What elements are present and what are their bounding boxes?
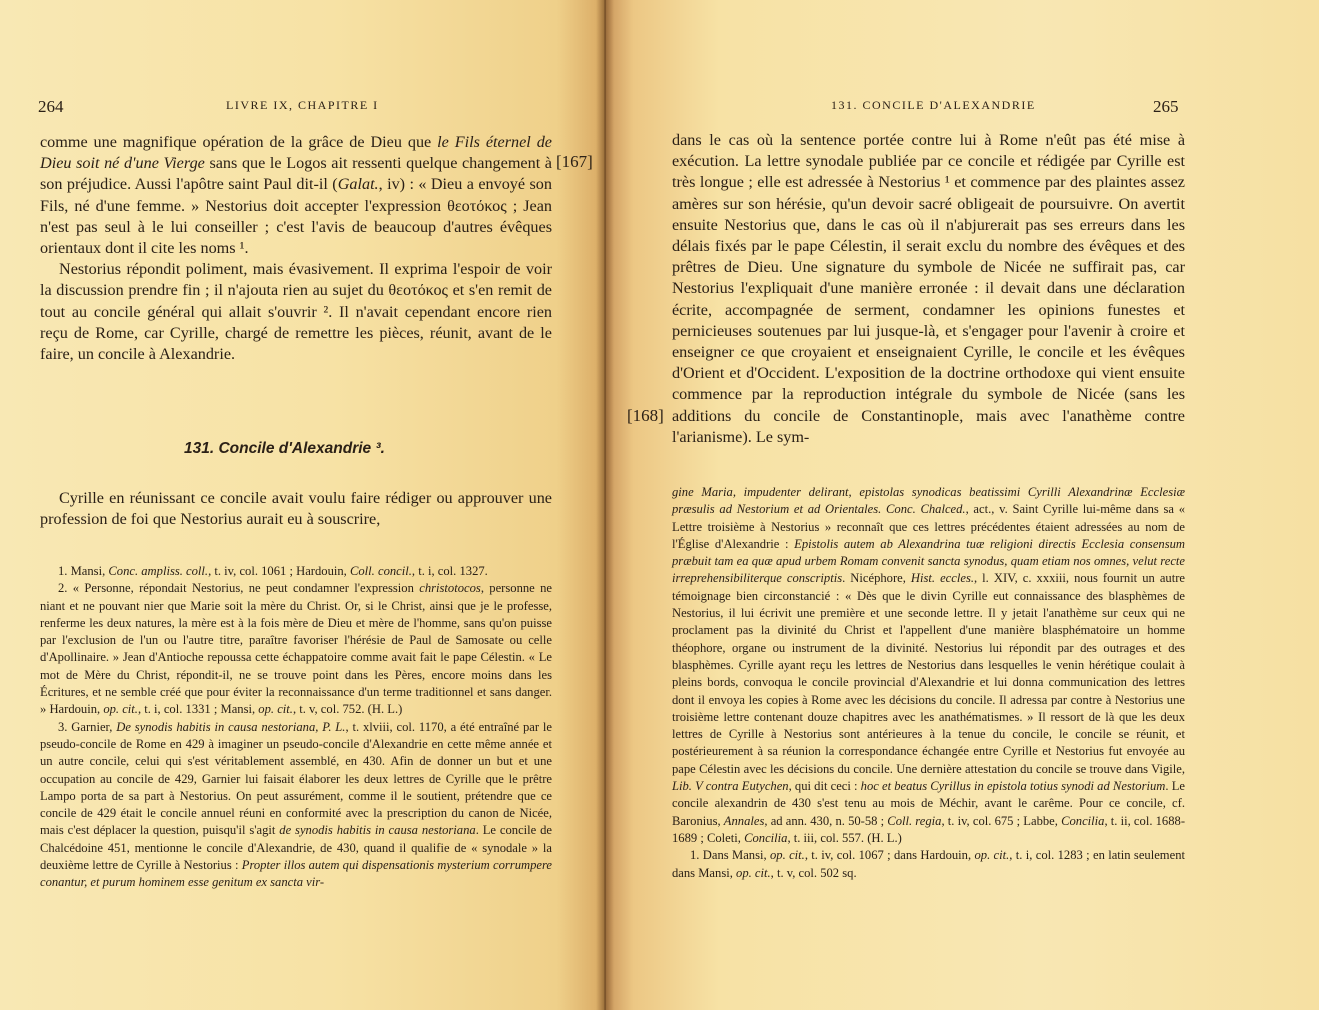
footnote: 2. « Personne, répondait Nestorius, ne peut condamner l'expression christotocos, personne ne niant et ne pouvant nier que Marie soit la mère du Christ. Or, si le Christ, ainsi que je le professe, renferme les deux natures, la mère est à la fois mère de Dieu et mère de l'homme, sans qu'on puisse par l'exclusion de l'un ou l'autre titre, paraître favoriser l'hérésie de Paul de Samosate ou celle d'Apollinaire. » Jean d'Antioche repoussa cette échappatoire comme avait fait le pape Célestin. « Le mot de Mère du Christ, répondit-il, ne se trouve point dans les Pères, encore moins dans les Écritures, et ne semble créé que pour éviter la reconnaissance d'un terme traditionnel et sans danger. » Hardouin, op. cit., t. i, col. 1331 ; Mansi, op. cit., t. v, col. 752. (H. L.): [40, 581, 552, 717]
italic-text: Coll. regia: [887, 813, 942, 828]
italic-text: Coll. concil.: [349, 564, 412, 578]
italic-text: Lib. V contra Eutychen: [672, 779, 789, 794]
italic-text: Annales: [723, 813, 765, 828]
section-title: 131. Concile d'Alexandrie ³.: [184, 440, 385, 457]
italic-text: hoc et beatus Cyrillus in epistola totius synodi ad Nestorium: [860, 779, 1166, 794]
italic-text: op. cit.: [736, 865, 771, 880]
footnote: 1. Dans Mansi, op. cit., t. iv, col. 1067 ; dans Hardouin, op. cit., t. i, col. 1283 ; en latin seulement dans Mansi, op. cit., t. v, col. 502 sq.: [672, 848, 1185, 880]
page-number: 264: [38, 97, 64, 116]
running-header: 131. CONCILE D'ALEXANDRIE: [831, 98, 1036, 112]
book-gutter: [596, 0, 614, 1010]
margin-marker: [167]: [556, 152, 593, 171]
italic-text: gine Maria, impudenter delirant, epistolas synodicas beatissimi Cyrilli Alexandrinæ Ecclesiæ præsulis ad Nestorium et ad Orientales. Conc. Chalced.: [672, 485, 1185, 517]
running-header: LIVRE IX, CHAPITRE I: [226, 98, 379, 112]
paragraph: dans le cas où la sentence portée contre lui à Rome n'eût pas été mise à exécution. La lettre synodale publiée par ce concile et rédigée par Cyrille est très longue ; elle est adressée à Nestorius ¹ et commence par des plaintes assez amères sur son hérésie, qu'un devoir sacré obligeait de poursuivre. On avertit ensuite Nestorius que, dans le cas où il n'abjurerait pas ses erreurs dans les délais fixés par le pape Célestin, il serait exclu du nombre des évêques et des prêtres de Dieu. Une signature du symbole de Nicée ne suffirait pas, car Nestorius l'expliquait d'une manière erronée : il devait dans une déclaration écrite, accompagnée de serment, condamner les opinions funestes et pernicieuses soutenues par lui jusque-là, et s'engager pour l'avenir à croire et enseigner ce que croyaient et enseignaient Cyrille, le concile et les évêques d'Orient et d'Occident. L'exposition de la doctrine orthodoxe qui vient ensuite commence par la reproduction intégrale du symbole de Nicée (sans les additions du concile de Constantinople, mais avec l'anathème contre l'arianisme). Le sym-: [672, 131, 1185, 446]
italic-text: Epistolis autem ab Alexandrina tuæ religioni directis Ecclesia consensum præbuit tam ea quæ apud urbem Romam convenit sancta synodus, quam etiam nos omnes, velut recte irreprehensibiliterque conscriptis: [672, 536, 1186, 586]
paragraph: Cyrille en réunissant ce concile avait voulu faire rédiger ou approuver une profession de foi que Nestorius aurait eu à souscrire,: [40, 489, 552, 529]
italic-text: De synodis habitis in causa nestoriana, P. L.: [116, 719, 346, 734]
italic-text: op. cit.: [258, 702, 293, 717]
italic-text: op. cit.: [974, 848, 1010, 863]
italic-text: Conc. ampliss. coll.: [108, 564, 209, 578]
footnote: 1. Mansi, Conc. ampliss. coll., t. iv, col. 1061 ; Hardouin, Coll. concil., t. i, col. 1327.: [58, 564, 488, 578]
italic-text: Galat.: [337, 175, 379, 194]
main-text: [672, 130, 1185, 448]
footnotes: [40, 563, 552, 892]
footnotes: [672, 484, 1185, 882]
italic-text: Hist. eccles.: [910, 571, 974, 586]
italic-text: de synodis habitis in causa nestoriana: [279, 823, 476, 838]
italic-text: Concilia: [744, 830, 788, 845]
main-text-continued: [40, 488, 552, 530]
page-number: 265: [1153, 97, 1179, 116]
italic-text: Propter illos autem qui dispensationis mysterium corrumpere conantur, et purum hominem esse genitum ex sancta vir-: [40, 858, 552, 890]
italic-text: Concilia: [1061, 813, 1105, 828]
italic-text: op. cit.: [103, 702, 138, 717]
italic-text: christotocos: [419, 581, 481, 596]
footnote-continuation: gine Maria, impudenter delirant, epistolas synodicas beatissimi Cyrilli Alexandrinæ Ecclesiæ præsulis ad Nestorium et ad Orientales. Conc. Chalced., act., v. Saint Cyrille lui-même dans sa « Lettre troisième à Nestorius » reconnaît que ces lettres précédentes étaient adressées au nom de l'Église d'Alexandrie : Epistolis autem ab Alexandrina tuæ religioni directis Ecclesia consensum præbuit tam ea quæ apud urbem Romam convenit sancta synodus, quam etiam nos omnes, velut recte irreprehensibiliterque conscriptis. Nicéphore, Hist. eccles., l. XIV, c. xxxiii, nous fournit un autre témoignage bien circonstancié : « Dès que le divin Cyrille eut connaissance des blasphèmes de Nestorius, il lui écrivit une première et une seconde lettre. Il y jetait l'anathème sur ceux qui ne proclament pas la divinité du Christ et l'appellent d'une manière blasphématoire un homme théophore, organe ou instrument de la divinité. Nestorius lui répondit par des outrages et des blasphèmes. Cyrille ayant reçu les lettres de Nestorius dans lesquelles le venin hérétique coulait à pleins bords, convoqua le concile provincial d'Alexandrie et lui donna communication des lettres dont il envoya les copies à Rome avec les décisions du concile. Il adressa par contre à Nestorius une troisième lettre contenant douze chapitres avec les anathématismes. » Il ressort de là que les deux lettres de Cyrille à Nestorius sont antérieures à la tenue du concile, le concile se réunit, et postérieurement à sa réunion la correspondance échangée entre Cyrille et Nestorius fut envoyée au pape Célestin avec les décisions du concile. Une dernière attestation du concile se trouve dans Vigile, Lib. V contra Eutychen, qui dit ceci : hoc et beatus Cyrillus in epistola totius synodi ad Nestorium. Le concile alexandrin de 430 s'est tenu au mois de Méchir, avant le carême. Pour ce concile, cf. Baronius, Annales, ad ann. 430, n. 50-58 ; Coll. regia, t. iv, col. 675 ; Labbe, Concilia, t. ii, col. 1688-1689 ; Coleti, Concilia, t. iii, col. 557. (H. L.): [672, 485, 1186, 845]
main-text: [40, 132, 552, 365]
paragraph: Nestorius répondit poliment, mais évasivement. Il exprima l'espoir de voir la discussion prendre fin ; il n'ajouta rien au sujet du θεοτόκος et s'en remit de tout au concile général qui allait s'ouvrir ². Il n'avait cependant encore rien reçu de Rome, car Cyrille, chargé de remettre les pièces, réunit, avant de le faire, un concile à Alexandrie.: [40, 260, 552, 364]
paragraph: comme une magnifique opération de la grâce de Dieu que le Fils éternel de Dieu soit né d'une Vierge sans que le Logos ait ressenti quelque changement à son préjudice. Aussi l'apôtre saint Paul dit-il (Galat., iv) : « Dieu a envoyé son Fils, né d'une femme. » Nestorius doit accepter l'expression θεοτόκος ; Jean n'est pas seul à le lui conseiller ; c'est l'avis de beaucoup d'autres évêques orientaux dont il cite les noms ¹.: [40, 133, 552, 258]
margin-marker: [168]: [627, 406, 664, 425]
footnote: 3. Garnier, De synodis habitis in causa nestoriana, P. L., t. xlviii, col. 1170, a été entraîné par le pseudo-concile de Rome en 429 à imaginer un pseudo-concile d'Alexandrie en cette même année et un autre concile, celui qui s'est véritablement assemblé, en 430. Afin de donner un but et une occupation au concile de 429, Garnier lui faisait élaborer les deux lettres de Cyrille que le prêtre Lampo porta de sa part à Nestorius. On peut assurément, comme il le soutient, prétendre que ce concile de 429 était le concile annuel réuni en conformité avec la prescription du canon de Nicée, mais c'est déplacer la question, puisqu'il s'agit de synodis habitis in causa nestoriana. Le concile de Chalcédoine 451, mentionne le concile d'Alexandrie, de 430, quand il qualifie de « synodale » la deuxième lettre de Cyrille à Nestorius : Propter illos autem qui dispensationis mysterium corrumpere conantur, et purum hominem esse genitum ex sancta vir-: [40, 719, 553, 890]
left-page: [0, 0, 605, 1010]
italic-text: op. cit.: [769, 848, 805, 863]
right-page: [605, 0, 1319, 1010]
italic-text: le Fils éternel de Dieu soit né d'une Vierge: [40, 133, 552, 173]
